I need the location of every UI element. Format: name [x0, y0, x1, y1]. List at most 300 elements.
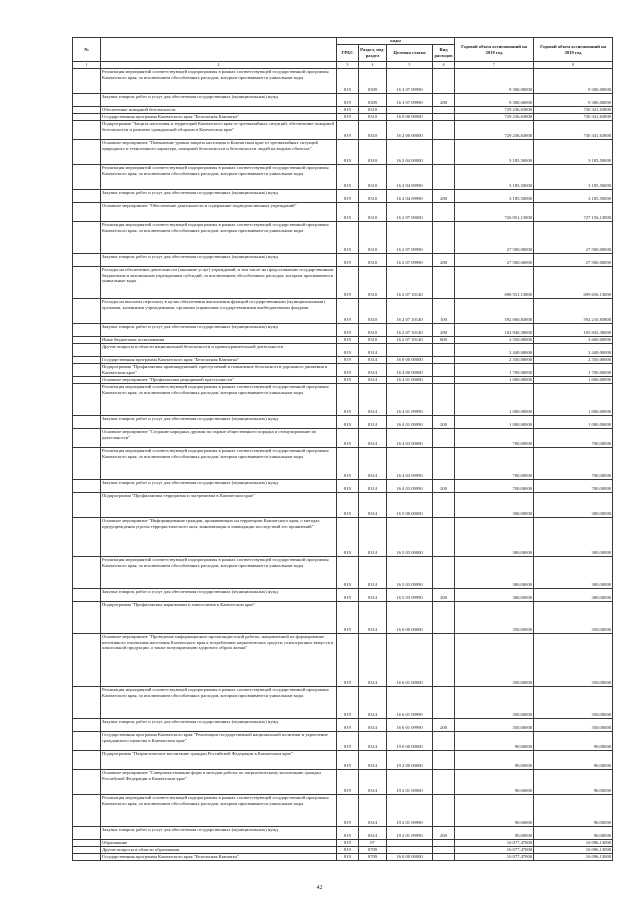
- row-razdel: 0310: [359, 299, 387, 324]
- row-vid: [433, 634, 455, 687]
- table-row: [73, 69, 613, 94]
- row-vid: [433, 518, 455, 557]
- row-celevaya: 16 6 00 00000: [387, 602, 433, 634]
- row-celevaya: 16 2 04 09990: [387, 165, 433, 190]
- row-razdel: 0314: [359, 827, 387, 840]
- header-name: [101, 38, 337, 62]
- row-amount-2018: 3 185,50000: [455, 190, 534, 203]
- row-amount-2019: 592 210,83800: [534, 299, 613, 324]
- header-num: №: [73, 38, 101, 62]
- row-grbs: 819: [337, 493, 359, 518]
- row-grbs: 819: [337, 827, 359, 840]
- row-razdel: 0310: [359, 222, 387, 254]
- row-name: Закупка товаров, работ и услуг для обеспечения государственных (муниципальных) нужд: [101, 254, 337, 267]
- row-vid: 200: [433, 719, 455, 732]
- row-grbs: 819: [337, 847, 359, 854]
- row-grbs: 819: [337, 357, 359, 364]
- row-name: Реализация мероприятий соответствующей подпрограммы в рамках соответствующей государственной программы Камчатского края, за исключением обособленных расходов, которым присваиваются уникальные коды: [101, 795, 337, 827]
- row-number: [73, 840, 101, 847]
- row-vid: [433, 687, 455, 719]
- row-razdel: 0314: [359, 687, 387, 719]
- row-number: [73, 364, 101, 377]
- row-vid: [433, 267, 455, 299]
- row-grbs: 819: [337, 69, 359, 94]
- row-grbs: 819: [337, 557, 359, 589]
- col-number: 7: [455, 62, 534, 69]
- row-amount-2019: 700,00000: [534, 448, 613, 480]
- row-name: Другие вопросы в области национальной безопасности и правоохранительной деятельности: [101, 344, 337, 357]
- row-name: Закупка товаров, работ и услуг для обеспечения государственных (муниципальных) нужд: [101, 589, 337, 602]
- row-amount-2019: 350,00000: [534, 719, 613, 732]
- row-vid: 200: [433, 827, 455, 840]
- row-celevaya: 19 0 00 00000: [387, 732, 433, 751]
- row-grbs: 819: [337, 377, 359, 384]
- row-amount-2018: 2 350,00000: [455, 357, 534, 364]
- row-razdel: 0709: [359, 854, 387, 861]
- row-celevaya: [387, 107, 433, 114]
- row-amount-2019: 300,00000: [534, 589, 613, 602]
- table-row: [73, 254, 613, 267]
- row-celevaya: 19 2 01 00000: [387, 770, 433, 795]
- col-number: 8: [534, 62, 613, 69]
- row-number: [73, 448, 101, 480]
- row-vid: [433, 165, 455, 190]
- row-amount-2018: 90,00000: [455, 827, 534, 840]
- row-grbs: 819: [337, 364, 359, 377]
- table-row: [73, 751, 613, 770]
- row-number: [73, 121, 101, 140]
- row-razdel: 0314: [359, 429, 387, 448]
- page-number: 42: [316, 885, 323, 891]
- row-celevaya: [387, 344, 433, 357]
- row-celevaya: [387, 847, 433, 854]
- row-amount-2019: 1 000,00000: [534, 377, 613, 384]
- row-vid: [433, 557, 455, 589]
- row-amount-2019: 300,00000: [534, 493, 613, 518]
- row-celevaya: 16 2 07 10140: [387, 324, 433, 337]
- row-amount-2019: 3 185,50000: [534, 140, 613, 165]
- row-vid: [433, 602, 455, 634]
- row-razdel: 0314: [359, 344, 387, 357]
- row-name: Реализация мероприятий соответствующей подпрограммы в рамках соответствующей государственной программы Камчатского края, за исключением обособленных расходов, которым присваиваются уникальные коды: [101, 448, 337, 480]
- row-celevaya: 19 2 00 00000: [387, 751, 433, 770]
- row-vid: 200: [433, 480, 455, 493]
- row-grbs: 819: [337, 222, 359, 254]
- row-number: [73, 847, 101, 854]
- row-name: Основное мероприятие "Обеспечение деятельности и содержание подведомственных учреждений": [101, 203, 337, 222]
- row-number: [73, 324, 101, 337]
- row-celevaya: 16 6 01 00000: [387, 634, 433, 687]
- row-vid: [433, 429, 455, 448]
- row-amount-2018: 90,00000: [455, 751, 534, 770]
- row-celevaya: 16 2 07 10140: [387, 337, 433, 344]
- row-grbs: 819: [337, 732, 359, 751]
- row-name: Реализация мероприятий соответствующей подпрограммы в рамках соответствующей государственной программы Камчатского края, за исключением обособленных расходов, которым присваиваются уникальные коды: [101, 69, 337, 94]
- row-celevaya: 16 6 01 09990: [387, 719, 433, 732]
- row-grbs: 819: [337, 190, 359, 203]
- row-grbs: 819: [337, 299, 359, 324]
- row-name: Государственная программа Камчатского края "Безопасная Камчатка": [101, 854, 337, 861]
- row-name: Основное мероприятие "Профилактика рецидивной преступности": [101, 377, 337, 384]
- row-amount-2018: 300,00000: [455, 518, 534, 557]
- table-row: [73, 384, 613, 416]
- row-vid: [433, 357, 455, 364]
- header-celevaya: Целевая статья: [387, 45, 433, 62]
- header-grbs: ГРБС: [337, 45, 359, 62]
- row-celevaya: 16 4 01 09990: [387, 384, 433, 416]
- row-name: Подпрограмма "Защита населения и территорий Камчатского края от чрезвычайных ситуаций, обеспечение пожарной безопасности и развитие гражданской обороны в Камчатском крае": [101, 121, 337, 140]
- row-name: Подпрограмма "Профилактика терроризма и экстремизма в Камчатском крае": [101, 493, 337, 518]
- row-number: [73, 267, 101, 299]
- row-vid: [433, 384, 455, 416]
- table-row: [73, 480, 613, 493]
- row-amount-2018: 729 236,63800: [455, 114, 534, 121]
- row-amount-2018: 1 700,00000: [455, 364, 534, 377]
- row-number: [73, 165, 101, 190]
- row-grbs: 819: [337, 518, 359, 557]
- row-celevaya: 16 3 07 09990: [387, 69, 433, 94]
- row-razdel: 0310: [359, 254, 387, 267]
- column-numbering-row: [73, 62, 613, 69]
- table-row: [73, 337, 613, 344]
- row-razdel: 0310: [359, 165, 387, 190]
- row-grbs: 819: [337, 165, 359, 190]
- row-number: [73, 687, 101, 719]
- row-name: Расходы на обеспечение деятельности (оказание услуг) учреждений, в том числе на предоставление государственным бюджетным и автономным учреждениям субсидий, за исключением обособленных расходов, которым присваиваются уникальные коды: [101, 267, 337, 299]
- row-amount-2018: 1 000,00000: [455, 377, 534, 384]
- table-row: [73, 518, 613, 557]
- row-grbs: 819: [337, 121, 359, 140]
- row-number: [73, 854, 101, 861]
- row-celevaya: 16 5 03 00000: [387, 518, 433, 557]
- row-number: [73, 416, 101, 429]
- table-row: [73, 827, 613, 840]
- row-vid: [433, 222, 455, 254]
- row-number: [73, 299, 101, 324]
- row-vid: [433, 493, 455, 518]
- row-grbs: 819: [337, 324, 359, 337]
- row-amount-2018: 16 077,47000: [455, 854, 534, 861]
- row-razdel: 0309: [359, 94, 387, 107]
- row-celevaya: 16 2 07 09990: [387, 222, 433, 254]
- table-row: [73, 634, 613, 687]
- row-name: Основное мероприятие "Повышение уровня защиты населения в Камчатском крае от чрезвычайных ситуаций природного и техногенного характера, пожарной безопасности и безопасности людей на водных объектах": [101, 140, 337, 165]
- row-razdel: 0314: [359, 589, 387, 602]
- row-amount-2019: 3 185,50000: [534, 190, 613, 203]
- row-amount-2019: 700,00000: [534, 480, 613, 493]
- col-number: 5: [387, 62, 433, 69]
- row-amount-2019: 350,00000: [534, 602, 613, 634]
- row-name: Закупка товаров, работ и услуг для обеспечения государственных (муниципальных) нужд: [101, 827, 337, 840]
- row-celevaya: 16 0 00 00000: [387, 114, 433, 121]
- row-number: [73, 94, 101, 107]
- row-celevaya: [387, 840, 433, 847]
- table-row: [73, 364, 613, 377]
- row-amount-2018: 27 500,00000: [455, 254, 534, 267]
- row-grbs: 819: [337, 602, 359, 634]
- row-vid: [433, 795, 455, 827]
- table-row: [73, 203, 613, 222]
- row-amount-2019: 300,00000: [534, 518, 613, 557]
- row-razdel: 0310: [359, 190, 387, 203]
- row-number: [73, 480, 101, 493]
- row-vid: [433, 448, 455, 480]
- row-celevaya: 16 4 03 00000: [387, 429, 433, 448]
- row-celevaya: 16 4 01 09990: [387, 416, 433, 429]
- row-grbs: 819: [337, 840, 359, 847]
- row-name: Закупка товаров, работ и услуг для обеспечения государственных (муниципальных) нужд: [101, 94, 337, 107]
- row-amount-2019: 103 845,30000: [534, 324, 613, 337]
- row-amount-2018: 27 500,00000: [455, 222, 534, 254]
- table-row: [73, 357, 613, 364]
- header-codes-group: коды: [337, 38, 455, 45]
- row-celevaya: 19 2 01 09990: [387, 795, 433, 827]
- row-number: [73, 634, 101, 687]
- table-row: [73, 344, 613, 357]
- row-amount-2019: 27 500,00000: [534, 254, 613, 267]
- row-razdel: 0310: [359, 140, 387, 165]
- row-celevaya: 16 5 00 00000: [387, 493, 433, 518]
- row-amount-2018: 90,00000: [455, 770, 534, 795]
- row-razdel: 07: [359, 840, 387, 847]
- table-row: [73, 840, 613, 847]
- row-name: Основное мероприятие "Создание народных дружин по охране общественного порядка и стимулирование их деятельности": [101, 429, 337, 448]
- table-row: [73, 377, 613, 384]
- table-row: [73, 140, 613, 165]
- row-name: Обеспечение пожарной безопасности: [101, 107, 337, 114]
- row-amount-2019: 27 500,00000: [534, 222, 613, 254]
- row-razdel: 0314: [359, 357, 387, 364]
- row-amount-2019: 350,00000: [534, 634, 613, 687]
- table-row: [73, 267, 613, 299]
- row-number: [73, 114, 101, 121]
- table-row: [73, 107, 613, 114]
- row-number: [73, 69, 101, 94]
- row-number: [73, 377, 101, 384]
- row-name: Реализация мероприятий соответствующей подпрограммы в рамках соответствующей государственной программы Камчатского края, за исключением обособленных расходов, которым присваиваются уникальные коды: [101, 222, 337, 254]
- row-razdel: 0310: [359, 107, 387, 114]
- row-razdel: 0314: [359, 448, 387, 480]
- row-celevaya: 16 5 03 09990: [387, 589, 433, 602]
- row-name: Государственная программа Камчатского края "Безопасная Камчатка": [101, 357, 337, 364]
- row-razdel: 0314: [359, 364, 387, 377]
- table-row: [73, 795, 613, 827]
- row-number: [73, 429, 101, 448]
- row-amount-2019: 2 350,00000: [534, 357, 613, 364]
- row-amount-2019: 1 700,00000: [534, 364, 613, 377]
- row-amount-2018: 700,00000: [455, 429, 534, 448]
- row-celevaya: 16 4 03 09990: [387, 480, 433, 493]
- header-razdel: Раздел, под-раздел: [359, 45, 387, 62]
- row-number: [73, 222, 101, 254]
- row-celevaya: 16 6 01 09990: [387, 687, 433, 719]
- row-name: Расходы на выплаты персоналу в целях обеспечения выполнения функций государственными (муниципальными) органами, казенными учреждениями, органами управления государственными внебюджетными фондами: [101, 299, 337, 324]
- row-razdel: 0314: [359, 634, 387, 687]
- row-grbs: 819: [337, 854, 359, 861]
- row-celevaya: 16 4 03 09990: [387, 448, 433, 480]
- row-amount-2019: 699 656,13800: [534, 267, 613, 299]
- row-amount-2018: 9 300,00000: [455, 94, 534, 107]
- table-row: [73, 416, 613, 429]
- table-row: [73, 770, 613, 795]
- row-grbs: 819: [337, 344, 359, 357]
- table-row: [73, 589, 613, 602]
- row-grbs: 819: [337, 254, 359, 267]
- row-vid: [433, 847, 455, 854]
- row-amount-2019: 730 341,63800: [534, 114, 613, 121]
- row-number: [73, 557, 101, 589]
- row-amount-2018: 726 051,13800: [455, 203, 534, 222]
- row-vid: [433, 69, 455, 94]
- row-razdel: 0314: [359, 518, 387, 557]
- row-vid: [433, 344, 455, 357]
- row-vid: [433, 203, 455, 222]
- row-number: [73, 337, 101, 344]
- row-razdel: 0310: [359, 337, 387, 344]
- row-amount-2019: 300,00000: [534, 557, 613, 589]
- table-row: [73, 448, 613, 480]
- row-amount-2019: 3 600,00000: [534, 337, 613, 344]
- table-body: [73, 69, 613, 861]
- row-name: Государственная программа Камчатского края "Безопасная Камчатка": [101, 114, 337, 121]
- row-vid: [433, 854, 455, 861]
- row-amount-2019: 90,00000: [534, 795, 613, 827]
- row-amount-2019: 1 000,00000: [534, 384, 613, 416]
- row-grbs: 819: [337, 114, 359, 121]
- row-amount-2019: 16 096,13000: [534, 840, 613, 847]
- row-name: Закупка товаров, работ и услуг для обеспечения государственных (муниципальных) нужд: [101, 190, 337, 203]
- row-amount-2019: 1 000,00000: [534, 416, 613, 429]
- row-grbs: 819: [337, 337, 359, 344]
- row-amount-2019: 16 096,13000: [534, 847, 613, 854]
- row-amount-2019: 2 440,00000: [534, 344, 613, 357]
- table-row: [73, 602, 613, 634]
- header-vid: Вид расходов: [433, 45, 455, 62]
- row-name: Закупка товаров, работ и услуг для обеспечения государственных (муниципальных) нужд: [101, 416, 337, 429]
- row-vid: [433, 107, 455, 114]
- header-2019: Годовой объем ассигнований на 2019 год: [534, 38, 613, 62]
- row-number: [73, 589, 101, 602]
- row-razdel: 0709: [359, 847, 387, 854]
- row-grbs: 819: [337, 770, 359, 795]
- row-razdel: 0310: [359, 203, 387, 222]
- row-vid: [433, 377, 455, 384]
- row-vid: 200: [433, 324, 455, 337]
- row-amount-2018: 3 185,50000: [455, 140, 534, 165]
- table-row: [73, 732, 613, 751]
- row-celevaya: 16 4 01 00000: [387, 377, 433, 384]
- row-name: Основное мероприятие "Проведение информационно-пропагандистской работы, направленной на формирование негативного отношения населения Камчатского края к потреблению наркотических средств, психотропных веществ и алкогольной продукции, а также популяризацию здорового образа жизни": [101, 634, 337, 687]
- row-number: [73, 795, 101, 827]
- row-vid: 200: [433, 94, 455, 107]
- row-celevaya: 16 0 00 00000: [387, 854, 433, 861]
- row-amount-2018: 700,00000: [455, 480, 534, 493]
- row-vid: [433, 140, 455, 165]
- budget-table: [72, 37, 613, 861]
- row-vid: 100: [433, 299, 455, 324]
- row-celevaya: 16 2 07 00000: [387, 203, 433, 222]
- row-amount-2019: 700,00000: [534, 429, 613, 448]
- row-name: Иные бюджетные ассигнования: [101, 337, 337, 344]
- table-row: [73, 94, 613, 107]
- row-razdel: 0314: [359, 732, 387, 751]
- row-name: Реализация мероприятий соответствующей подпрограммы в рамках соответствующей государственной программы Камчатского края, за исключением обособленных расходов, которым присваиваются уникальные коды: [101, 384, 337, 416]
- row-razdel: 0310: [359, 114, 387, 121]
- row-amount-2018: 592 060,83800: [455, 299, 534, 324]
- table-row: [73, 687, 613, 719]
- col-number: 1: [73, 62, 101, 69]
- row-grbs: 819: [337, 94, 359, 107]
- row-celevaya: 16 2 07 10140: [387, 299, 433, 324]
- row-grbs: 819: [337, 751, 359, 770]
- row-grbs: 819: [337, 203, 359, 222]
- row-grbs: 819: [337, 384, 359, 416]
- row-grbs: 819: [337, 140, 359, 165]
- row-name: Подпрограмма "Профилактика наркомании и алкоголизма в Камчатском крае": [101, 602, 337, 634]
- row-amount-2019: 3 185,50000: [534, 165, 613, 190]
- row-razdel: 0314: [359, 719, 387, 732]
- row-vid: 200: [433, 190, 455, 203]
- row-razdel: 0314: [359, 602, 387, 634]
- row-amount-2018: 729 236,63800: [455, 121, 534, 140]
- row-vid: [433, 751, 455, 770]
- row-celevaya: 16 2 04 00000: [387, 140, 433, 165]
- row-razdel: 0314: [359, 480, 387, 493]
- row-number: [73, 254, 101, 267]
- row-name: Реализация мероприятий соответствующей подпрограммы в рамках соответствующей государственной программы Камчатского края, за исключением обособленных расходов, которым присваиваются уникальные коды: [101, 557, 337, 589]
- row-amount-2018: 300,00000: [455, 557, 534, 589]
- row-grbs: 819: [337, 107, 359, 114]
- row-razdel: 0314: [359, 377, 387, 384]
- row-razdel: 0309: [359, 69, 387, 94]
- row-name: Основное мероприятие "Информирование граждан, проживающих на территории Камчатского края, о методах предупреждения угрозы террористического акта, минимизации и ликвидации последствий его проявлений": [101, 518, 337, 557]
- table-row: [73, 299, 613, 324]
- row-name: Подпрограмма "Патриотическое воспитание граждан Российской Федерации в Камчатском крае": [101, 751, 337, 770]
- row-amount-2018: 3 550,00000: [455, 337, 534, 344]
- row-razdel: 0314: [359, 751, 387, 770]
- row-number: [73, 344, 101, 357]
- row-number: [73, 140, 101, 165]
- row-number: [73, 732, 101, 751]
- row-amount-2019: 730 341,63800: [534, 107, 613, 114]
- row-celevaya: 16 3 07 09990: [387, 94, 433, 107]
- table-row: [73, 114, 613, 121]
- row-razdel: 0310: [359, 267, 387, 299]
- row-razdel: 0314: [359, 795, 387, 827]
- row-amount-2019: 350,00000: [534, 687, 613, 719]
- row-vid: 200: [433, 254, 455, 267]
- table-row: [73, 854, 613, 861]
- header-2018: Годовой объем ассигнований на 2018 год: [455, 38, 534, 62]
- row-amount-2018: 16 077,47000: [455, 840, 534, 847]
- row-vid: [433, 770, 455, 795]
- row-amount-2018: 350,00000: [455, 719, 534, 732]
- row-amount-2019: 90,00000: [534, 751, 613, 770]
- row-vid: [433, 114, 455, 121]
- row-celevaya: 16 0 00 00000: [387, 357, 433, 364]
- row-amount-2018: 350,00000: [455, 634, 534, 687]
- row-vid: [433, 840, 455, 847]
- table-row: [73, 165, 613, 190]
- col-number: 6: [433, 62, 455, 69]
- row-name: Подпрограмма "Профилактика правонарушений, преступлений и повышение безопасности дорожного движения в Камчатском крае": [101, 364, 337, 377]
- row-amount-2018: 3 185,50000: [455, 165, 534, 190]
- row-amount-2019: 9 300,00000: [534, 69, 613, 94]
- row-vid: [433, 732, 455, 751]
- row-vid: [433, 364, 455, 377]
- row-razdel: 0314: [359, 770, 387, 795]
- row-number: [73, 203, 101, 222]
